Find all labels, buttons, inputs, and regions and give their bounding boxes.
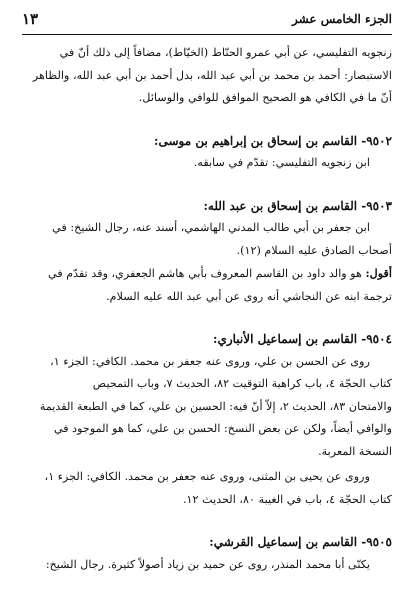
entry-9502-title: ٩٥٠٢- القاسم بن إسحاق بن إبراهيم بن موسى: [154, 133, 392, 148]
running-title: الجزء الخامس عشر [292, 12, 392, 26]
entry-9504-text: وروى عن يحيى بن المثنى، وروى عنه جعفر بن محمد. الكافي: الجزء ١، [44, 470, 370, 483]
note-label: أقول: [365, 266, 392, 280]
entry-9504-title: ٩٥٠٤- القاسم بن إسماعيل الأنباري: [213, 332, 392, 346]
entry-9503-text: ابن جعفر بن أبي طالب المدني الهاشمي، أسند عنه، رجال الشيخ: في [52, 221, 370, 234]
entry-9503-note [22, 262, 392, 286]
entry-9504-text: والوافي أيضاً، ولكن عن بعض النسخ: الحسن بن علي، كما هو الموجود في [53, 422, 392, 435]
entry-9504-text: روى عن الحسن بن علي، وروى عنه جعفر بن محمد. الكافي: الجزء ١، [50, 354, 370, 368]
entry-9503-note: ترجمة ابنه عن النجاشي أنه روى عن أبي عبد الله عليه السلام. [106, 289, 392, 303]
entry-9504-text: النسخة المعربة. [318, 444, 392, 458]
entry-9502-text: ابن زنجويه التفليسي: تقدّم في سابقه. [193, 156, 370, 169]
entry-9503-text: أصحاب الصادق عليه السلام (١٢). [236, 243, 392, 257]
entry-9504-text: كتاب الحجّة ٤، باب كراهية التوقيت ٨٢، الحديث ٧، وباب التمحيص [92, 377, 392, 390]
entry-9504-text: كتاب الحجّة ٤، باب في الغيبة ٨٠، الحديث ١٢. [182, 492, 392, 506]
entry-9505-title: ٩٥٠٥- القاسم بن إسماعيل القرشي: [209, 535, 392, 549]
page-body [22, 42, 392, 576]
entry-9505-text: يكنّى أبا محمد المنذر، روى عن حميد بن زياد أصولاً كثيرة. رجال الشيخ: [45, 557, 370, 571]
intro-line: أنّ ما في الكافي هو الصحيح الموافق للوافي والوسائل. [138, 91, 392, 104]
intro-line: زنجويه التفليسي، عن أبي عمرو الحنّاط (الخيّاط)، مضافاً إلى ذلك أنّ في [59, 46, 392, 59]
entry-9504-text: والامتحان ٨٣، الحديث ٢، إلاّ أنّ فيه: الحسين بن علي، كما في الطبعة القديمة [39, 399, 392, 413]
intro-line: الاستبصار: أحمد بن محمد بن أبي عبد الله، بدل أحمد بن أبي عبد الله، والظاهر [32, 68, 392, 82]
page-header [22, 4, 392, 35]
note-text: هو والد داود بن القاسم المعروف بأبي هاشم الجعفري، وقد تقدّم في [48, 267, 366, 280]
page-number: ١٣ [22, 10, 39, 28]
entry-9503-title: ٩٥٠٣- القاسم بن إسحاق بن عبد الله: [203, 198, 392, 213]
